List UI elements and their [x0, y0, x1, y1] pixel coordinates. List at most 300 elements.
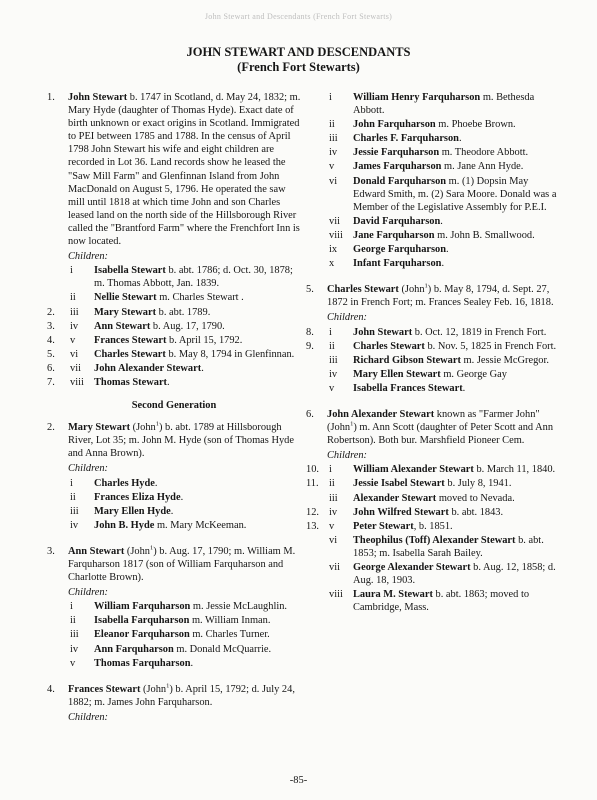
- child-text: [94, 334, 301, 347]
- generation-superscript: 1: [166, 682, 170, 690]
- child-ref-number: [306, 132, 327, 145]
- running-head: John Stewart and Descendants (French Fort Stewarts): [204, 12, 393, 21]
- child-text: [94, 348, 301, 361]
- child-ref-number: 13.: [306, 520, 319, 532]
- children-list: [306, 91, 563, 270]
- child-ref-number: [306, 534, 327, 560]
- child-ref-number: 9.: [306, 340, 314, 352]
- child-name: John B. Hyde: [94, 519, 155, 531]
- child-roman-numeral: i: [329, 92, 332, 103]
- child-roman-numeral: v: [329, 520, 335, 532]
- person-name: Frances Stewart: [68, 683, 141, 695]
- child-roman-numeral: viii: [329, 229, 343, 241]
- child-text: [353, 160, 563, 173]
- child-entry: [47, 376, 301, 389]
- child-entry: [47, 628, 301, 641]
- children-label: Children:: [68, 587, 109, 599]
- child-entry: [306, 477, 563, 490]
- child-ref-number: 8.: [306, 326, 314, 338]
- child-text: [94, 264, 301, 290]
- child-details: m. Jessie McGregor.: [460, 354, 549, 366]
- child-details: .: [167, 376, 170, 388]
- child-name: Alexander Stewart: [353, 492, 437, 504]
- child-entry: [47, 491, 301, 504]
- child-text: [353, 326, 563, 339]
- child-name: Mary Ellen Stewart: [353, 368, 441, 380]
- entry-body: ) b. abt. 1789 at Hillsborough River, Lot 35; m. John M. Hyde (son of Thomas Hyde and Anna Brown).: [68, 422, 294, 460]
- child-name: Isabella Farquharson: [94, 615, 190, 627]
- child-details: moved to Nevada.: [436, 492, 515, 504]
- child-name: Charles F. Farquharson: [353, 133, 459, 145]
- child-roman-numeral: iv: [329, 506, 338, 518]
- child-details: b. April 15, 1792.: [166, 334, 243, 346]
- child-roman-numeral: iii: [70, 306, 79, 318]
- children-list: [47, 264, 301, 389]
- child-text: [353, 492, 563, 505]
- child-roman-numeral: ix: [329, 244, 338, 256]
- page-number: -85-: [289, 775, 308, 786]
- child-ref-number: [306, 588, 327, 614]
- child-entry: [306, 146, 563, 159]
- child-details: .: [441, 258, 445, 270]
- entry-number: 4.: [47, 683, 55, 695]
- child-details: b. abt. 1786; d. Oct. 30, 1878; m. Thomas Abbott, Jan. 1839.: [94, 265, 293, 290]
- entry-text: [327, 408, 563, 447]
- child-ref-number: [47, 614, 68, 627]
- child-roman-numeral: i: [329, 464, 332, 476]
- child-roman-numeral: vii: [329, 562, 340, 573]
- child-details: .: [154, 477, 158, 489]
- child-ref-number: [306, 492, 327, 505]
- child-ref-number: [306, 215, 327, 228]
- child-entry: [47, 505, 301, 518]
- child-details: .: [458, 133, 462, 145]
- children-label: Children:: [327, 450, 368, 462]
- child-name: John Alexander Stewart: [94, 362, 202, 374]
- entry-text: [68, 91, 301, 248]
- child-ref-number: [47, 600, 68, 613]
- child-name: Frances Stewart: [94, 334, 167, 346]
- generation-superscript: 1: [424, 282, 428, 290]
- child-ref-number: [47, 264, 68, 290]
- entry-number: 3.: [47, 545, 55, 557]
- child-entry: [47, 334, 301, 347]
- entry-6: [306, 408, 563, 447]
- child-entry: [306, 368, 563, 381]
- entry-5: [306, 283, 563, 309]
- child-entry: [306, 520, 563, 533]
- children-label: Children:: [327, 312, 368, 324]
- child-details: .: [201, 362, 204, 374]
- child-details: b. Oct. 12, 1819 in French Fort.: [412, 326, 547, 338]
- child-details: m. Jane Ann Hyde.: [441, 161, 524, 173]
- child-details: .: [446, 244, 449, 256]
- child-name: Jessie Farquharson: [353, 147, 440, 159]
- child-entry: [306, 132, 563, 145]
- child-entry: [306, 215, 563, 228]
- children-label: Children:: [68, 251, 109, 263]
- child-roman-numeral: x: [329, 258, 335, 270]
- child-text: [94, 600, 301, 613]
- child-entry: [306, 340, 563, 353]
- child-roman-numeral: iv: [329, 368, 338, 380]
- child-text: [353, 229, 563, 242]
- left-column: [47, 91, 301, 725]
- child-roman-numeral: iv: [329, 147, 338, 159]
- child-ref-number: [306, 229, 327, 242]
- child-text: [353, 506, 563, 519]
- child-entry: [47, 320, 301, 333]
- title-line-1: JOHN STEWART AND DESCENDANTS: [186, 45, 411, 59]
- entry-4: [47, 683, 301, 709]
- entry-body: ) b. Aug. 17, 1790; m. William M. Farquharson 1817 (son of William Farquharson and Charlotte Brown).: [68, 545, 296, 584]
- children-list: [47, 600, 301, 669]
- child-roman-numeral: ii: [329, 340, 335, 352]
- child-name: James Farquharson: [353, 161, 442, 173]
- child-entry: [306, 160, 563, 173]
- child-details: b. Aug. 17, 1790.: [150, 320, 225, 332]
- child-name: Isabella Frances Stewart: [353, 382, 463, 394]
- child-name: William Henry Farquharson: [353, 92, 481, 103]
- child-entry: [47, 306, 301, 319]
- child-name: Infant Farquharson: [353, 258, 442, 270]
- child-details: b. May 8, 1794 in Glenfinnan.: [165, 348, 295, 360]
- child-ref-number: 6.: [47, 362, 55, 374]
- section-heading: Second Generation: [131, 400, 217, 412]
- child-ref-number: 7.: [47, 376, 55, 388]
- person-name: Ann Stewart: [68, 545, 125, 557]
- child-roman-numeral: iii: [70, 629, 79, 641]
- parent-ref: (John: [124, 545, 150, 557]
- entry-1: [47, 91, 301, 248]
- child-entry: [306, 506, 563, 519]
- child-text: [353, 215, 563, 228]
- child-text: [94, 657, 301, 670]
- child-entry: [306, 91, 563, 117]
- child-roman-numeral: vii: [329, 215, 340, 227]
- child-ref-number: [47, 491, 68, 504]
- child-ref-number: [47, 519, 68, 532]
- title-line-2: (French Fort Stewarts): [237, 60, 360, 74]
- child-details: .: [170, 505, 174, 517]
- child-text: [94, 320, 301, 333]
- child-name: Isabella Stewart: [94, 265, 166, 277]
- child-text: [353, 132, 563, 145]
- entry-text: [327, 283, 563, 309]
- child-entry: [47, 291, 301, 304]
- child-name: Charles Stewart: [353, 340, 425, 352]
- child-roman-numeral: iii: [329, 492, 338, 504]
- child-ref-number: 4.: [47, 334, 55, 346]
- child-details: b. abt. 1789.: [156, 306, 211, 318]
- child-details: m. Phoebe Brown.: [435, 119, 516, 131]
- entry-number: 2.: [47, 422, 55, 434]
- child-text: [94, 614, 301, 627]
- child-text: [353, 520, 563, 533]
- children-label: Children:: [68, 463, 109, 475]
- child-details: .: [462, 382, 466, 394]
- child-entry: [306, 463, 563, 476]
- child-name: Peter Stewart: [353, 520, 414, 532]
- child-details: m. (1) Dopsin May Edward Smith, m. (2) Sara Moore. Donald was a Member of the Legislative Assembly for P.E.I.: [353, 175, 557, 213]
- child-ref-number: [306, 160, 327, 173]
- child-name: Thomas Farquharson: [94, 657, 191, 669]
- person-name: John Stewart: [68, 92, 128, 103]
- child-name: Richard Gibson Stewart: [353, 354, 461, 366]
- child-name: Charles Stewart: [94, 348, 166, 360]
- child-text: [353, 477, 563, 490]
- child-name: Mary Stewart: [94, 306, 157, 318]
- child-details: m. Bethesda Abbott.: [353, 92, 535, 117]
- child-name: Nellie Stewart: [94, 292, 157, 304]
- entry-3: [47, 545, 301, 584]
- child-entry: [306, 492, 563, 505]
- child-roman-numeral: vii: [70, 362, 81, 374]
- generation-superscript: 1: [350, 420, 354, 428]
- child-roman-numeral: v: [329, 161, 335, 173]
- page-title: [0, 45, 597, 75]
- child-ref-number: [306, 561, 327, 587]
- child-roman-numeral: i: [70, 265, 73, 277]
- child-details: .: [440, 215, 443, 227]
- children-list: [47, 477, 301, 532]
- child-ref-number: [47, 643, 68, 656]
- entry-number: 1.: [47, 92, 55, 103]
- child-text: [94, 519, 301, 532]
- entry-body: b. 1747 in Scotland, d. May 24, 1832; m. Mary Hyde (daughter of Thomas Hyde). Exact date of birth unknown or exact origins in Scotland. Immigrated to PEI between 1785 and 1788. In the census of April 1798 John Stewart his wife and eight children are recorded in Lot 36. Land records show he leased the "Saw Mill Farm" and Glenfinnan Island from John MacDonald on August 5, 1796. He operated the saw mill until 1818 at which time John and son Charles leased land on the north side of the Hillsborough River called the "Brantford Farm" where the Frenchfort Inn is now located.: [68, 92, 301, 248]
- child-name: Ann Stewart: [94, 320, 151, 332]
- child-text: [94, 291, 301, 304]
- child-details: m. Theodore Abbott.: [439, 147, 529, 159]
- child-roman-numeral: v: [70, 334, 76, 346]
- child-name: William Alexander Stewart: [353, 464, 474, 476]
- child-ref-number: [47, 477, 68, 490]
- child-roman-numeral: vi: [70, 348, 79, 360]
- child-name: Donald Farquharson: [353, 175, 447, 187]
- child-entry: [47, 519, 301, 532]
- child-text: [94, 362, 301, 375]
- child-entry: [47, 264, 301, 290]
- child-ref-number: [47, 657, 68, 670]
- child-name: Jessie Isabel Stewart: [353, 478, 445, 490]
- child-details: b. Aug. 12, 1858; d. Aug. 18, 1903.: [353, 562, 556, 587]
- child-roman-numeral: vi: [329, 175, 338, 187]
- child-name: John Stewart: [353, 326, 413, 338]
- child-roman-numeral: ii: [329, 478, 335, 490]
- child-roman-numeral: ii: [329, 119, 335, 131]
- child-details: b. July 8, 1941.: [444, 478, 512, 490]
- child-text: [353, 382, 563, 395]
- entry-body: ) m. Ann Scott (daughter of Peter Scott and Ann Robertson). Both bur. Marshfield Pioneer Cem.: [327, 422, 554, 447]
- child-entry: [306, 243, 563, 256]
- child-roman-numeral: iii: [329, 354, 338, 366]
- child-name: Laura M. Stewart: [353, 589, 433, 601]
- child-name: Charles Hyde: [94, 477, 155, 489]
- child-roman-numeral: ii: [70, 292, 76, 304]
- child-ref-number: [47, 291, 68, 304]
- child-text: [94, 628, 301, 641]
- entry-text: [68, 545, 301, 584]
- child-text: [94, 643, 301, 656]
- child-details: m. Donald McQuarrie.: [173, 643, 272, 655]
- child-name: Ann Farquharson: [94, 643, 174, 655]
- entry-text: [68, 421, 301, 460]
- child-roman-numeral: i: [329, 326, 332, 338]
- right-column: [306, 91, 563, 615]
- child-text: [353, 257, 563, 270]
- child-details: m. Charles Stewart .: [156, 292, 244, 304]
- child-entry: [306, 326, 563, 339]
- children-list: [306, 326, 563, 395]
- child-details: b. March 11, 1840.: [473, 464, 556, 476]
- child-ref-number: 12.: [306, 506, 319, 518]
- generation-superscript: 1: [149, 544, 154, 552]
- child-details: , b. 1851.: [413, 520, 453, 532]
- child-ref-number: [306, 354, 327, 367]
- child-text: [353, 91, 563, 117]
- child-text: [353, 368, 563, 381]
- child-text: [353, 534, 563, 560]
- child-text: [353, 175, 563, 214]
- child-name: William Farquharson: [94, 601, 191, 613]
- child-name: John Farquharson: [353, 119, 436, 131]
- child-entry: [47, 348, 301, 361]
- child-ref-number: [306, 118, 327, 131]
- child-details: .: [180, 491, 184, 503]
- child-entry: [47, 614, 301, 627]
- child-name: Thomas Stewart: [94, 376, 168, 388]
- children-list: [306, 463, 563, 614]
- child-details: .: [190, 657, 194, 669]
- child-name: George Alexander Stewart: [353, 562, 471, 573]
- child-roman-numeral: iv: [70, 643, 79, 655]
- child-entry: [306, 534, 563, 560]
- child-name: Frances Eliza Hyde: [94, 491, 181, 503]
- child-roman-numeral: vi: [329, 534, 338, 546]
- child-text: [353, 463, 563, 476]
- child-text: [94, 505, 301, 518]
- child-ref-number: [306, 382, 327, 395]
- person-name: Charles Stewart: [327, 284, 399, 296]
- person-name: John Alexander Stewart: [327, 408, 435, 420]
- child-entry: [306, 257, 563, 270]
- child-details: m. Charles Turner.: [189, 629, 270, 641]
- child-ref-number: [306, 91, 327, 117]
- entry-body: ) b. April 15, 1792; d. July 24, 1882; m. James John Farquharson.: [68, 683, 295, 708]
- child-text: [353, 561, 563, 587]
- child-ref-number: 10.: [306, 464, 319, 476]
- parent-ref: (John: [140, 683, 167, 695]
- child-text: [353, 118, 563, 131]
- child-ref-number: [306, 368, 327, 381]
- child-entry: [306, 588, 563, 614]
- child-roman-numeral: iv: [70, 519, 79, 531]
- child-ref-number: [47, 505, 68, 518]
- parent-ref: (John: [398, 284, 425, 296]
- child-ref-number: 3.: [47, 320, 55, 332]
- child-entry: [47, 657, 301, 670]
- child-entry: [306, 229, 563, 242]
- child-name: Theophilus (Toff) Alexander Stewart: [353, 534, 516, 546]
- child-roman-numeral: v: [70, 657, 76, 669]
- child-ref-number: [306, 257, 327, 270]
- child-name: John Wilfred Stewart: [353, 506, 449, 518]
- child-details: b. abt. 1853; m. Isabella Sarah Bailey.: [353, 534, 544, 559]
- child-text: [94, 306, 301, 319]
- child-name: Jane Farquharson: [353, 229, 435, 241]
- child-roman-numeral: viii: [70, 376, 84, 388]
- entry-number: 5.: [306, 284, 314, 296]
- child-ref-number: [306, 146, 327, 159]
- child-roman-numeral: iv: [70, 320, 79, 332]
- parent-ref: known as "Farmer John" (John: [327, 408, 540, 434]
- child-details: m. John B. Smallwood.: [434, 229, 535, 241]
- child-details: m. William Inman.: [189, 615, 271, 627]
- entry-number: 6.: [306, 408, 314, 420]
- child-entry: [47, 362, 301, 375]
- child-entry: [306, 118, 563, 131]
- child-ref-number: [306, 243, 327, 256]
- child-entry: [306, 354, 563, 367]
- child-ref-number: [47, 628, 68, 641]
- child-roman-numeral: viii: [329, 589, 343, 601]
- entry-2: [47, 421, 301, 460]
- child-entry: [306, 382, 563, 395]
- children-label: Children:: [68, 711, 109, 723]
- child-ref-number: [306, 175, 327, 214]
- child-roman-numeral: ii: [70, 491, 76, 503]
- entry-text: [68, 683, 301, 709]
- child-details: b. abt. 1863; moved to Cambridge, Mass.: [353, 589, 530, 614]
- child-entry: [306, 561, 563, 587]
- child-details: m. George Gay: [440, 368, 507, 380]
- child-roman-numeral: i: [70, 601, 73, 613]
- child-roman-numeral: iii: [70, 505, 79, 517]
- child-text: [353, 588, 563, 614]
- child-name: Mary Ellen Hyde: [94, 505, 171, 517]
- person-name: Mary Stewart: [68, 422, 131, 434]
- child-text: [353, 243, 563, 256]
- child-text: [353, 340, 563, 353]
- child-roman-numeral: v: [329, 382, 335, 394]
- child-name: Eleanor Farquharson: [94, 629, 190, 641]
- parent-ref: (John: [130, 422, 156, 434]
- child-text: [94, 491, 301, 504]
- entry-body: ) b. May 8, 1794, d. Sept. 27, 1872 in French Fort; m. Frances Sealey Feb. 16, 1818.: [327, 284, 554, 309]
- child-details: m. Jessie McLaughlin.: [190, 601, 288, 613]
- child-name: David Farquharson: [353, 215, 441, 227]
- child-roman-numeral: ii: [70, 615, 76, 627]
- child-details: b. Nov. 5, 1825 in French Fort.: [424, 340, 557, 352]
- child-entry: [306, 175, 563, 214]
- child-ref-number: 5.: [47, 348, 55, 360]
- child-entry: [47, 600, 301, 613]
- child-name: George Farquharson: [353, 244, 447, 256]
- child-text: [94, 477, 301, 490]
- child-roman-numeral: i: [70, 477, 73, 489]
- child-text: [353, 146, 563, 159]
- child-details: m. Mary McKeeman.: [154, 519, 247, 531]
- child-ref-number: 2.: [47, 306, 55, 318]
- child-text: [353, 354, 563, 367]
- generation-superscript: 1: [155, 420, 159, 428]
- child-text: [94, 376, 301, 389]
- child-details: b. abt. 1843.: [448, 506, 504, 518]
- child-entry: [47, 643, 301, 656]
- child-roman-numeral: iii: [329, 133, 338, 145]
- child-entry: [47, 477, 301, 490]
- child-ref-number: 11.: [306, 478, 319, 490]
